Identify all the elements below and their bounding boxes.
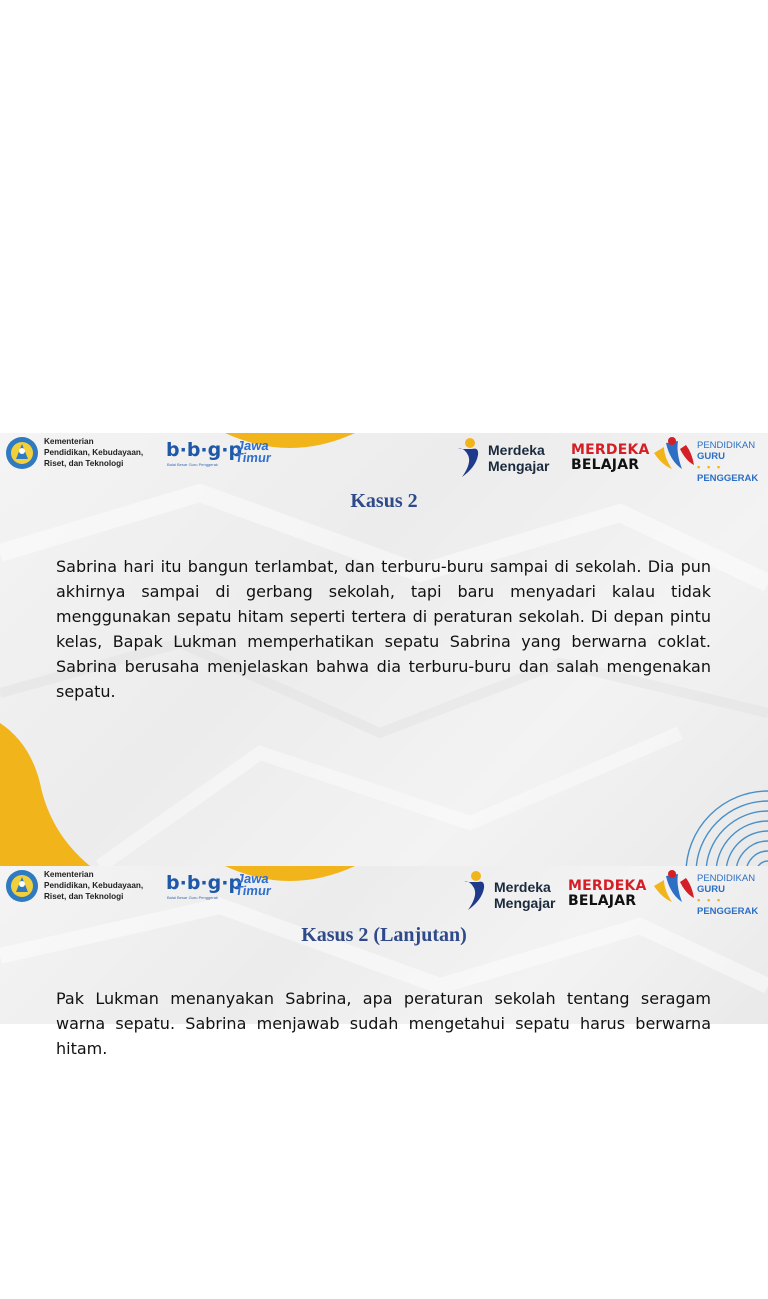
merdeka-mengajar-logo — [488, 442, 549, 474]
merdeka-mengajar-icon — [458, 870, 490, 912]
guru-dots: • • • — [697, 895, 723, 906]
tut-wuri-handayani-logo — [4, 435, 40, 471]
jawa-timur-line: Timur — [234, 883, 273, 898]
bbgp-subtitle: Balai Besar Guru Penggerak — [167, 895, 218, 900]
merdeka-belajar-line: MERDEKA — [571, 442, 650, 458]
kemdikbud-line: Riset, dan Teknologi — [44, 892, 124, 901]
slide-kasus-2-lanjutan — [0, 866, 768, 1058]
merdeka-belajar-logo — [568, 879, 647, 909]
slide-title: Kasus 2 — [350, 490, 418, 512]
guru-penggerak-line: PENDIDIKAN — [697, 873, 756, 884]
merdeka-mengajar-logo — [494, 879, 555, 911]
guru-penggerak-line: PENGGERAK — [697, 906, 759, 917]
slide-header — [0, 433, 768, 483]
merdeka-mengajar-line: Mengajar — [494, 895, 556, 911]
merdeka-belajar-logo — [571, 443, 650, 473]
bbgp-subtitle: Balai Besar Guru Penggerak — [167, 462, 218, 467]
case-body-text: Sabrina hari itu bangun terlambat, dan terburu-buru sampai di sekolah. Dia pun akhirnya sampai di gerbang sekolah, tapi baru menyadari kalau tidak menggunakan sepatu hitam seperti tertera di peraturan sekolah. Di depan pintu kelas, Bapak Lukman memperhatikan sepatu Sabrina yang berwarna coklat. Sabrina berusaha menjelaskan bahwa dia terburu-buru dan salah mengenakan sepatu. — [56, 557, 711, 701]
guru-penggerak-line: GURU — [697, 884, 725, 895]
kemdikbud-line: Riset, dan Teknologi — [44, 459, 124, 468]
merdeka-mengajar-icon — [452, 437, 484, 479]
merdeka-belajar-line: BELAJAR — [568, 893, 637, 909]
decorative-yellow-shape — [0, 723, 130, 866]
bbgp-logo: b·b·g·p — [166, 872, 243, 894]
tut-wuri-handayani-logo — [4, 868, 40, 904]
merdeka-belajar-line: MERDEKA — [568, 878, 647, 894]
kemdikbud-line: Pendidikan, Kebudayaan, — [44, 881, 144, 890]
guru-penggerak-logo — [697, 440, 758, 484]
guru-penggerak-line: PENGGERAK — [697, 473, 759, 484]
jawa-timur-line: Jawa — [235, 871, 270, 886]
guru-penggerak-icon — [652, 868, 696, 908]
merdeka-belajar-line: BELAJAR — [571, 457, 640, 473]
kemdikbud-line: Kementerian — [44, 437, 94, 446]
jawa-timur-logo — [234, 873, 273, 897]
jawa-timur-line: Timur — [234, 450, 273, 465]
guru-penggerak-line: GURU — [697, 451, 725, 462]
jawa-timur-logo — [234, 440, 273, 464]
kemdikbud-name — [44, 869, 164, 902]
case-body-text: Pak Lukman menanyakan Sabrina, apa peraturan sekolah tentang seragam warna sepatu. Sabrina menjawab sudah mengetahui sepatu harus berwarna hitam. — [56, 989, 711, 1058]
kemdikbud-line: Kementerian — [44, 870, 94, 879]
kemdikbud-name — [44, 436, 164, 469]
merdeka-mengajar-line: Merdeka — [494, 879, 551, 895]
bbgp-logo: b·b·g·p — [166, 439, 243, 461]
guru-penggerak-icon — [652, 435, 696, 475]
jawa-timur-line: Jawa — [235, 438, 270, 453]
guru-penggerak-line: PENDIDIKAN — [697, 440, 756, 451]
blank-area — [0, 0, 768, 433]
merdeka-mengajar-line: Mengajar — [488, 458, 550, 474]
slide-title: Kasus 2 (Lanjutan) — [301, 924, 467, 946]
guru-penggerak-logo — [697, 873, 758, 917]
decorative-concentric-circles — [680, 773, 768, 866]
slide-header — [0, 866, 768, 916]
slide-kasus-2 — [0, 433, 768, 866]
guru-dots: • • • — [697, 462, 723, 473]
kemdikbud-line: Pendidikan, Kebudayaan, — [44, 448, 144, 457]
merdeka-mengajar-line: Merdeka — [488, 442, 545, 458]
